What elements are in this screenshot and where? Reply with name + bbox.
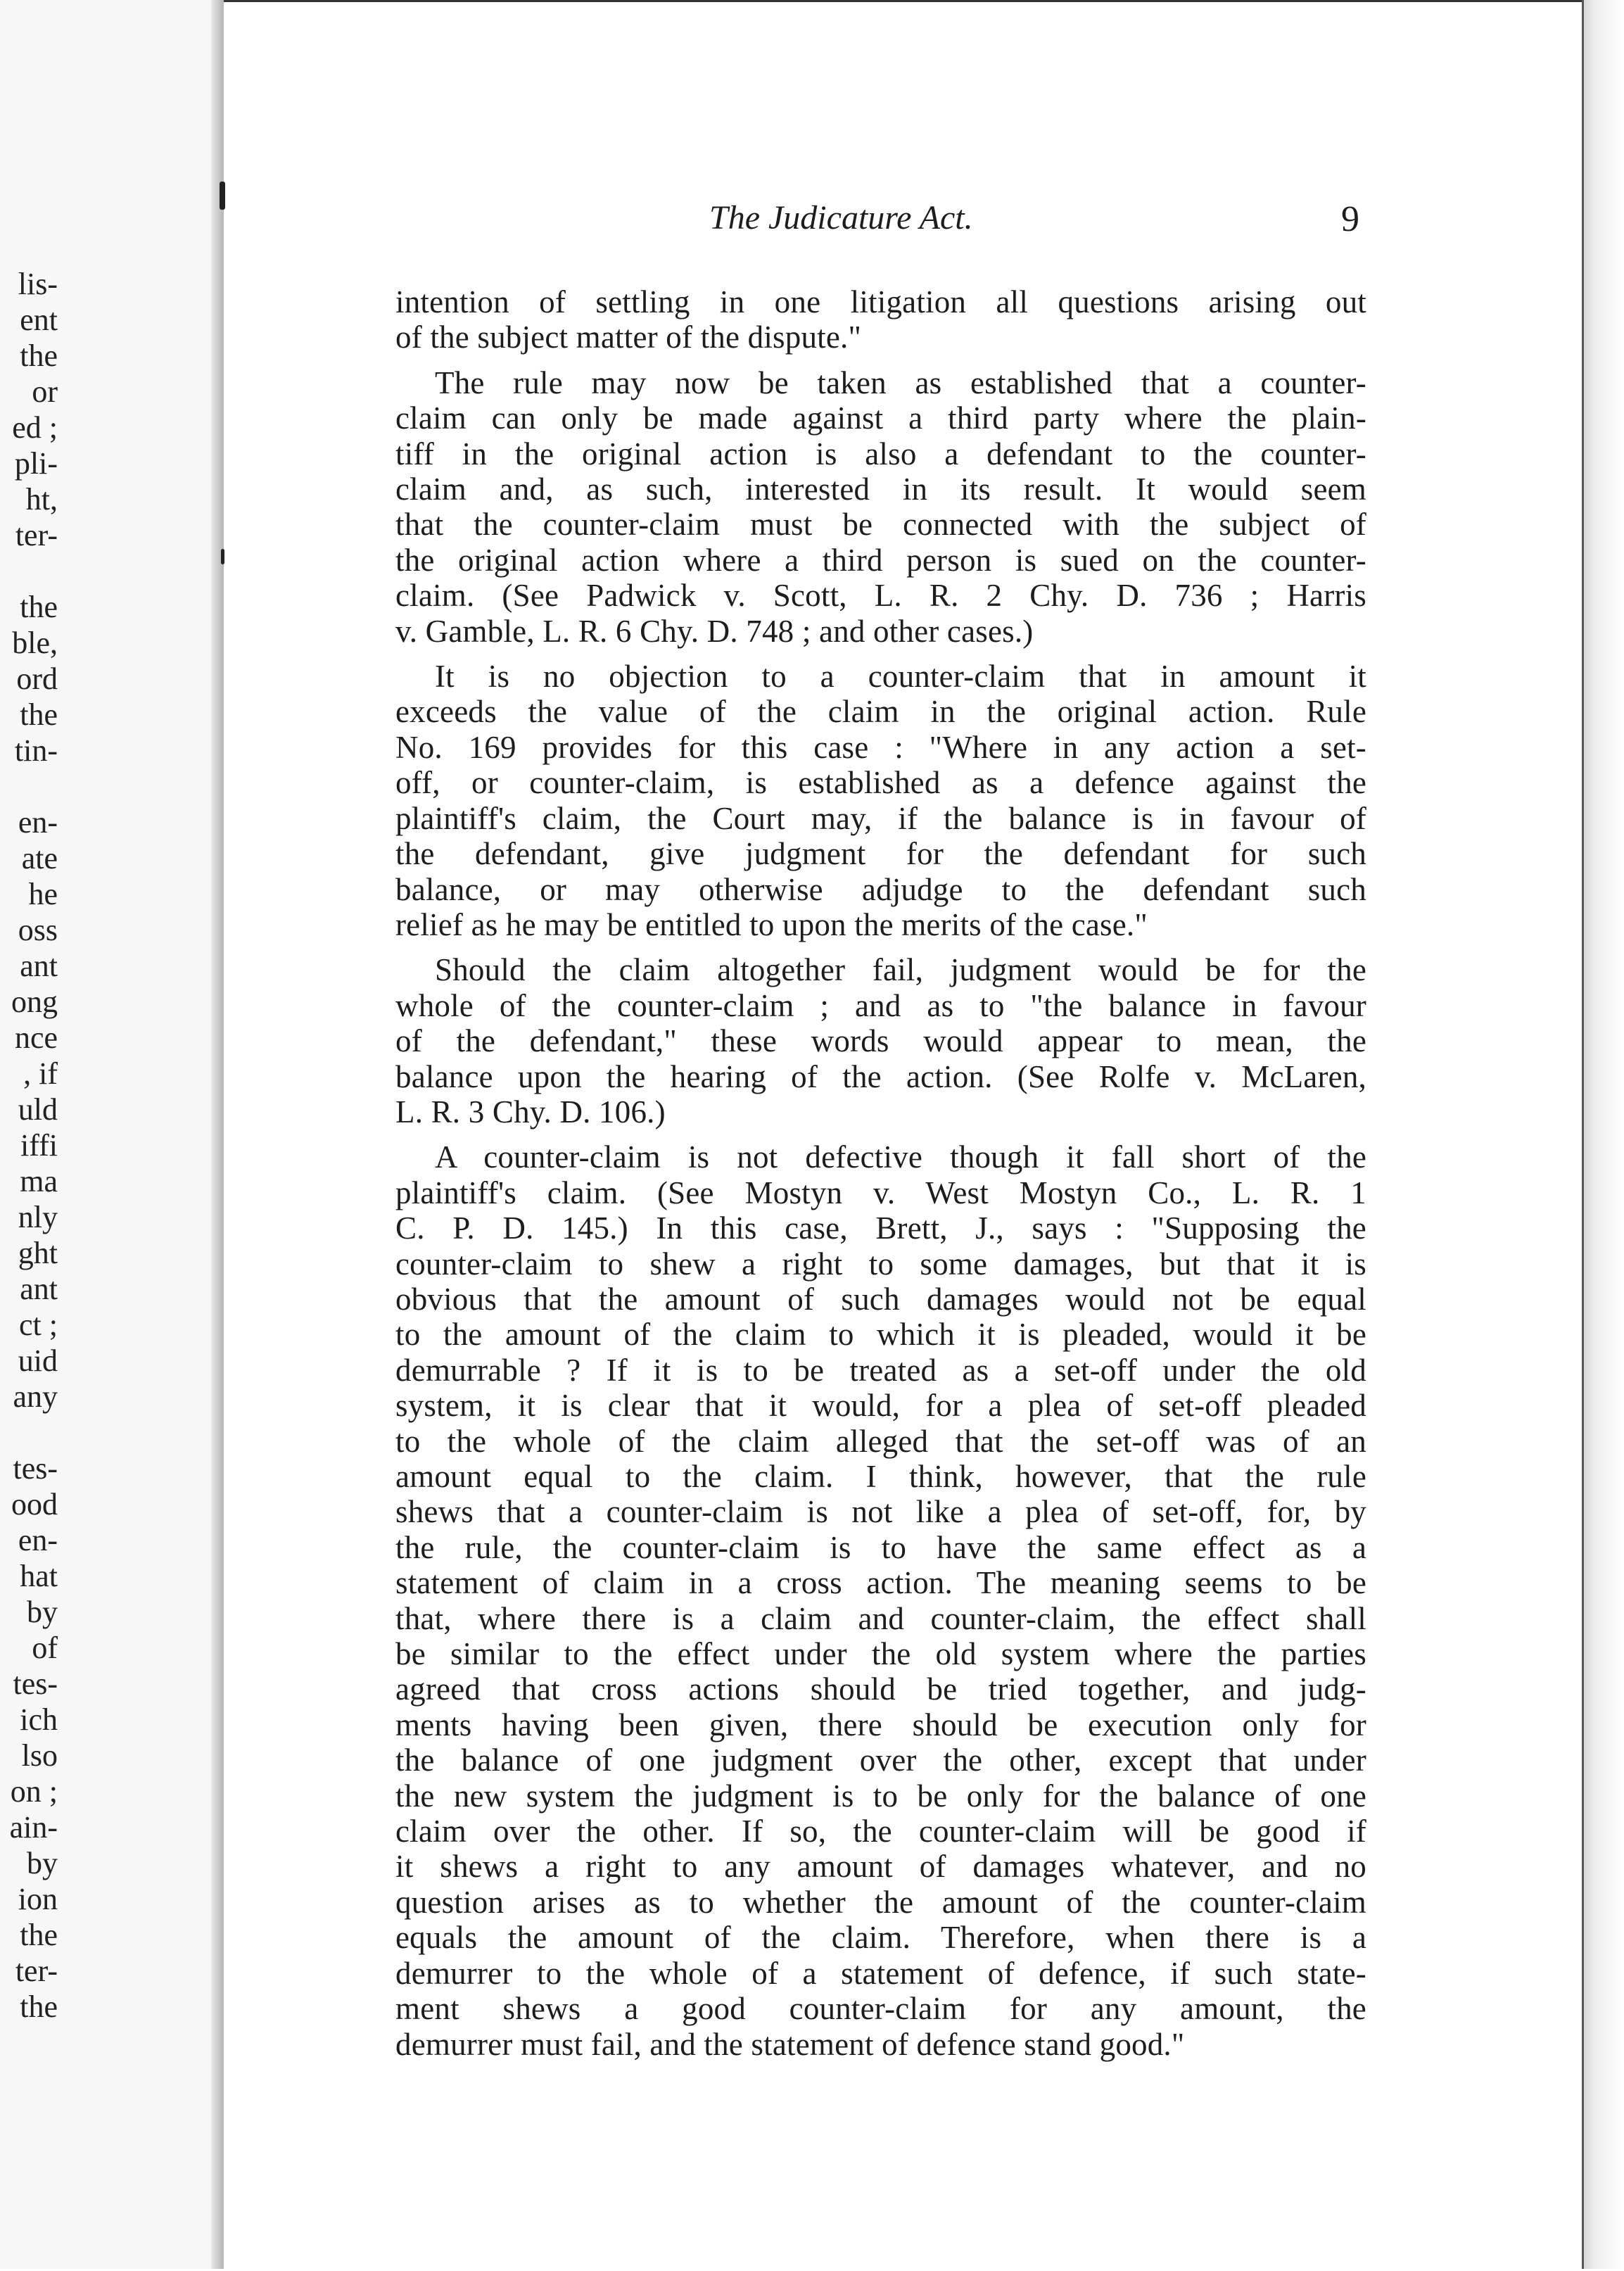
text-line: the defendant, give judgment for the defendant for such xyxy=(395,836,1366,872)
text-line: plaintiff's claim. (See Mostyn v. West Mostyn Co., L. R. 1 xyxy=(395,1175,1366,1210)
text-line: to the amount of the claim to which it is pleaded, would it be xyxy=(395,1317,1366,1353)
adjacent-page-fragment: the xyxy=(20,339,58,373)
text-line: agreed that cross actions should be tried together, and judg- xyxy=(395,1671,1366,1707)
page-number: 9 xyxy=(1341,199,1359,239)
paragraph xyxy=(395,284,1366,355)
text-line: balance, or may otherwise adjudge to the defendant such xyxy=(395,871,1366,907)
adjacent-page-fragment: ord xyxy=(16,662,58,696)
text-line: to the whole of the claim alleged that the set-off was of an xyxy=(395,1423,1366,1459)
text-line: demurrer to the whole of a statement of defence, if such state- xyxy=(395,1955,1366,1991)
adjacent-page-fragment: ain- xyxy=(9,1810,58,1845)
adjacent-page-fragment: hat xyxy=(20,1559,58,1593)
text-line: No. 169 provides for this case : "Where in any action a set- xyxy=(395,729,1366,765)
adjacent-page-fragment: the xyxy=(20,697,58,732)
running-head-title: The Judicature Act. xyxy=(709,199,973,236)
text-line: the balance of one judgment over the other, except that under xyxy=(395,1742,1366,1778)
adjacent-page-fragment xyxy=(0,1415,58,1450)
running-head xyxy=(224,198,1582,241)
adjacent-page-fragment: uld xyxy=(18,1092,58,1127)
text-line: statement of claim in a cross action. The meaning seems to be xyxy=(395,1565,1366,1601)
text-line: v. Gamble, L. R. 6 Chy. D. 748 ; and other cases.) xyxy=(395,613,1034,649)
adjacent-page-fragment: the xyxy=(20,1918,58,1952)
adjacent-page-fragment: nly xyxy=(18,1200,58,1234)
text-line: of the defendant," these words would appear to mean, the xyxy=(395,1023,1366,1059)
adjacent-page-fragment: pli- xyxy=(14,446,58,481)
text-line: ments having been given, there should be execution only for xyxy=(395,1707,1366,1742)
adjacent-page-fragment: ant xyxy=(20,1272,58,1306)
adjacent-page-fragment: ant xyxy=(20,949,58,983)
adjacent-page-fragment xyxy=(0,553,58,589)
text-line: it shews a right to any amount of damages whatever, and no xyxy=(395,1849,1366,1885)
adjacent-page-fragment: lis- xyxy=(18,267,58,301)
binding-mark-middle xyxy=(221,549,224,564)
paragraph xyxy=(395,659,1366,942)
adjacent-page-fragment: by xyxy=(27,1595,58,1629)
text-line: balance upon the hearing of the action. (See Rolfe v. McLaren, xyxy=(395,1058,1366,1094)
text-line: question arises as to whether the amount of the counter-claim xyxy=(395,1884,1366,1920)
text-line: system, it is clear that it would, for a plea of set-off pleaded xyxy=(395,1388,1366,1424)
adjacent-page-fragment: lso xyxy=(21,1738,58,1773)
text-line: that the counter-claim must be connected with the subject of xyxy=(395,507,1366,543)
adjacent-page-fragment: on ; xyxy=(10,1774,58,1809)
adjacent-page-fragment: nce xyxy=(14,1020,58,1055)
text-line: obvious that the amount of such damages would not be equal xyxy=(395,1281,1366,1317)
text-line: claim. (See Padwick v. Scott, L. R. 2 Chy. D. 736 ; Harris xyxy=(395,578,1366,614)
adjacent-page-fragment: ate xyxy=(21,841,58,875)
text-line: claim and, as such, interested in its result. It would seem xyxy=(395,472,1366,507)
text-line: It is no objection to a counter-claim that in amount it xyxy=(435,659,1366,695)
text-line: equals the amount of the claim. Therefore, when there is a xyxy=(395,1920,1366,1956)
adjacent-page-fragment: any xyxy=(13,1379,58,1414)
adjacent-page-fragment: by xyxy=(27,1846,58,1880)
adjacent-page-fragment: ht, xyxy=(25,482,58,517)
text-line: counter-claim to shew a right to some damages, but that it is xyxy=(395,1246,1366,1282)
adjacent-page-fragment: of xyxy=(32,1631,58,1665)
adjacent-page-fragment: ed ; xyxy=(12,410,58,445)
text-line: The rule may now be taken as established that a counter- xyxy=(435,365,1366,400)
adjacent-page-fragment xyxy=(0,768,58,804)
text-line: be similar to the effect under the old system where the parties xyxy=(395,1636,1366,1672)
paragraph xyxy=(395,1139,1366,2062)
text-line: ment shews a good counter-claim for any amount, the xyxy=(395,1991,1366,2027)
adjacent-page-fragment: the xyxy=(20,590,58,624)
adjacent-page-fragment: ood xyxy=(11,1487,58,1522)
text-line: demurrer must fail, and the statement of defence stand good." xyxy=(395,2026,1185,2062)
body-text xyxy=(395,284,1366,2062)
adjacent-page-text-fragments xyxy=(0,266,58,2025)
text-line: tiff in the original action is also a defendant to the counter- xyxy=(395,436,1366,472)
adjacent-page-fragment: iffi xyxy=(20,1128,58,1163)
text-line: shews that a counter-claim is not like a plea of set-off, for, by xyxy=(395,1494,1366,1530)
text-line: of the subject matter of the dispute." xyxy=(395,320,862,355)
text-line: C. P. D. 145.) In this case, Brett, J., says : "Supposing the xyxy=(395,1210,1366,1246)
adjacent-page-fragment: tes- xyxy=(13,1666,58,1701)
adjacent-page-fragment: tin- xyxy=(14,733,58,768)
text-line: A counter-claim is not defective though it fall short of the xyxy=(435,1139,1366,1175)
adjacent-page-fragment: en- xyxy=(18,1523,58,1557)
text-line: the new system the judgment is to be only for the balance of one xyxy=(395,1778,1366,1814)
adjacent-page-fragment: ble, xyxy=(12,626,58,660)
adjacent-page-fragment: he xyxy=(28,877,58,911)
adjacent-page-fragment: ct ; xyxy=(19,1308,58,1342)
text-line: that, where there is a claim and counter-claim, the effect shall xyxy=(395,1600,1366,1636)
text-line: claim can only be made against a third party where the plain- xyxy=(395,400,1366,436)
adjacent-page-fragment: ong xyxy=(11,985,58,1019)
adjacent-page-fragment: the xyxy=(20,1990,58,2024)
adjacent-page-fragment: ter- xyxy=(15,1954,58,1988)
text-line: whole of the counter-claim ; and as to "the balance in favour xyxy=(395,987,1366,1023)
paragraph xyxy=(395,365,1366,649)
adjacent-page-fragment: uid xyxy=(18,1343,58,1378)
adjacent-page-fragment: ion xyxy=(18,1882,58,1916)
page-right-edge xyxy=(1582,0,1624,2269)
text-line: off, or counter-claim, is established as a defence against the xyxy=(395,765,1366,801)
text-line: intention of settling in one litigation all questions arising out xyxy=(395,284,1366,320)
adjacent-page-fragment: en- xyxy=(18,805,58,840)
adjacent-page-fragment: ter- xyxy=(15,518,58,552)
text-line: the original action where a third person is sued on the counter- xyxy=(395,542,1366,578)
text-line: plaintiff's claim, the Court may, if the balance is in favour of xyxy=(395,800,1366,836)
adjacent-page-fragment: oss xyxy=(18,913,58,947)
text-line: L. R. 3 Chy. D. 106.) xyxy=(395,1094,666,1130)
text-line: relief as he may be entitled to upon the merits of the case." xyxy=(395,906,1148,942)
text-line: the rule, the counter-claim is to have the same effect as a xyxy=(395,1529,1366,1565)
adjacent-page-fragment: tes- xyxy=(13,1451,58,1486)
text-line: Should the claim altogether fail, judgment would be for the xyxy=(435,952,1366,988)
text-line: demurrable ? If it is to be treated as a set-off under the old xyxy=(395,1352,1366,1388)
text-line: claim over the other. If so, the counter-claim will be good if xyxy=(395,1814,1366,1849)
adjacent-page xyxy=(0,0,224,2269)
paragraph xyxy=(395,952,1366,1130)
adjacent-page-fragment: ent xyxy=(20,303,58,337)
text-line: exceeds the value of the claim in the original action. Rule xyxy=(395,694,1366,730)
adjacent-page-fragment: or xyxy=(32,374,58,409)
adjacent-page-fragment: ma xyxy=(20,1164,58,1198)
adjacent-page-fragment: , if xyxy=(23,1056,58,1091)
adjacent-page-fragment: ich xyxy=(20,1702,58,1737)
adjacent-page-fragment: ght xyxy=(18,1236,58,1270)
text-line: amount equal to the claim. I think, however, that the rule xyxy=(395,1459,1366,1494)
